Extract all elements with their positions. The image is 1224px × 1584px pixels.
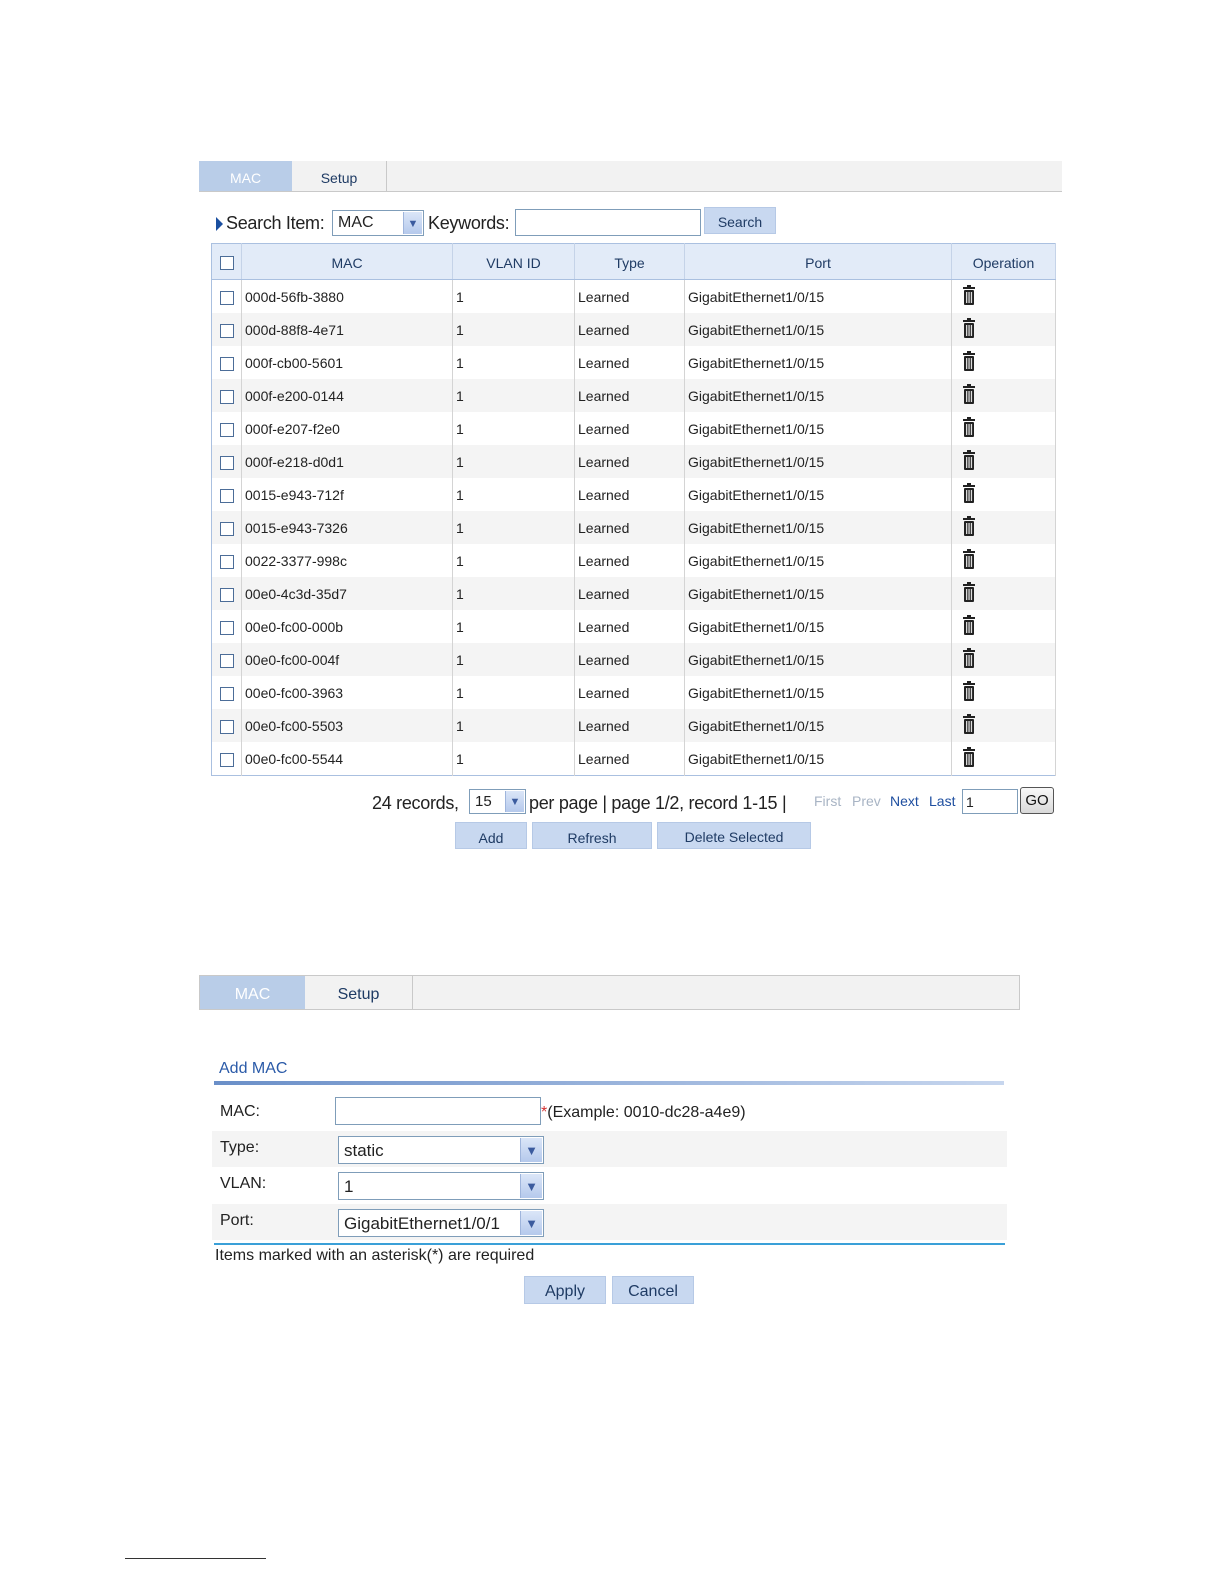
row-select-cell <box>212 544 242 577</box>
page-number-input[interactable]: 1 <box>962 789 1018 814</box>
cell-type: Learned <box>575 346 685 379</box>
trash-icon[interactable] <box>962 582 976 605</box>
cell-port: GigabitEthernet1/0/15 <box>685 643 952 676</box>
row-checkbox[interactable] <box>220 390 234 404</box>
cell-mac: 000f-e207-f2e0 <box>242 412 453 445</box>
row-checkbox[interactable] <box>220 456 234 470</box>
cell-vlan: 1 <box>453 544 575 577</box>
row-select-cell <box>212 511 242 544</box>
trash-icon[interactable] <box>962 417 976 440</box>
cell-port: GigabitEthernet1/0/15 <box>685 313 952 346</box>
vlan-select[interactable] <box>338 1172 544 1200</box>
cell-operation <box>952 445 1056 478</box>
cell-port: GigabitEthernet1/0/15 <box>685 478 952 511</box>
trash-icon[interactable] <box>962 714 976 737</box>
cell-type: Learned <box>575 478 685 511</box>
cell-type: Learned <box>575 577 685 610</box>
cell-type: Learned <box>575 379 685 412</box>
records-count: 24 records, <box>372 793 459 813</box>
per-page-value: 15 <box>475 793 492 810</box>
table-row <box>212 346 1056 379</box>
cell-port: GigabitEthernet1/0/15 <box>685 280 952 314</box>
cell-mac: 00e0-fc00-004f <box>242 643 453 676</box>
table-row <box>212 379 1056 412</box>
table-row <box>212 577 1056 610</box>
required-note: Items marked with an asterisk(*) are required <box>215 1247 535 1264</box>
trash-icon[interactable] <box>962 747 976 770</box>
tabbar-top <box>199 161 1062 192</box>
row-select-cell <box>212 478 242 511</box>
cell-mac: 000d-56fb-3880 <box>242 280 453 314</box>
row-checkbox[interactable] <box>220 753 234 767</box>
trash-icon[interactable] <box>962 450 976 473</box>
row-select-cell <box>212 742 242 776</box>
port-label: Port: <box>220 1212 254 1229</box>
cell-vlan: 1 <box>453 511 575 544</box>
cell-vlan: 1 <box>453 313 575 346</box>
keywords-label: Keywords: <box>428 213 510 233</box>
row-select-cell <box>212 709 242 742</box>
row-checkbox[interactable] <box>220 687 234 701</box>
row-checkbox[interactable] <box>220 621 234 635</box>
cell-mac: 00e0-fc00-5503 <box>242 709 453 742</box>
tab-mac[interactable]: MAC <box>200 976 305 1009</box>
chevron-down-icon[interactable]: ▼ <box>520 1174 542 1198</box>
cell-type: Learned <box>575 610 685 643</box>
row-checkbox[interactable] <box>220 291 234 305</box>
row-checkbox[interactable] <box>220 357 234 371</box>
cell-vlan: 1 <box>453 709 575 742</box>
cell-type: Learned <box>575 412 685 445</box>
cell-mac: 0022-3377-998c <box>242 544 453 577</box>
mac-hint <box>541 1104 746 1122</box>
row-select-cell <box>212 346 242 379</box>
vlan-value: 1 <box>344 1177 354 1196</box>
cell-vlan: 1 <box>453 676 575 709</box>
cell-vlan: 1 <box>453 280 575 314</box>
row-select-cell <box>212 610 242 643</box>
trash-icon[interactable] <box>962 384 976 407</box>
type-select[interactable] <box>338 1136 544 1164</box>
cell-port: GigabitEthernet1/0/15 <box>685 676 952 709</box>
cell-operation <box>952 280 1056 314</box>
row-select-cell <box>212 379 242 412</box>
col-header-mac[interactable]: MAC <box>242 244 453 280</box>
cell-vlan: 1 <box>453 742 575 776</box>
row-select-cell <box>212 280 242 314</box>
triangle-right-icon <box>216 217 223 231</box>
row-checkbox[interactable] <box>220 522 234 536</box>
table-row <box>212 478 1056 511</box>
table-body <box>212 280 1056 776</box>
chevron-down-icon[interactable]: ▼ <box>520 1138 542 1162</box>
cell-operation <box>952 676 1056 709</box>
cell-type: Learned <box>575 445 685 478</box>
cell-operation <box>952 346 1056 379</box>
mac-table <box>211 243 1056 776</box>
cell-mac: 000f-e200-0144 <box>242 379 453 412</box>
cell-mac: 0015-e943-7326 <box>242 511 453 544</box>
col-header-vlan[interactable]: VLAN ID <box>453 244 575 280</box>
mac-input[interactable] <box>335 1097 541 1125</box>
trash-icon[interactable] <box>962 483 976 506</box>
vlan-label: VLAN: <box>220 1175 267 1192</box>
cell-vlan: 1 <box>453 346 575 379</box>
cell-operation <box>952 379 1056 412</box>
cell-port: GigabitEthernet1/0/15 <box>685 709 952 742</box>
cell-vlan: 1 <box>453 379 575 412</box>
cell-vlan: 1 <box>453 643 575 676</box>
form-divider <box>214 1243 1005 1245</box>
trash-icon[interactable] <box>962 549 976 572</box>
row-select-cell <box>212 577 242 610</box>
cell-operation <box>952 742 1056 776</box>
tabbar-bottom <box>199 975 1020 1010</box>
chevron-down-icon[interactable]: ▼ <box>505 791 524 812</box>
trash-icon[interactable] <box>962 318 976 341</box>
per-page-select[interactable] <box>469 789 526 814</box>
type-value: static <box>344 1141 384 1160</box>
cell-type: Learned <box>575 313 685 346</box>
cell-type: Learned <box>575 280 685 314</box>
cell-port: GigabitEthernet1/0/15 <box>685 412 952 445</box>
cell-operation <box>952 709 1056 742</box>
table-row <box>212 610 1056 643</box>
cell-mac: 00e0-fc00-3963 <box>242 676 453 709</box>
search-item-select[interactable] <box>332 210 424 236</box>
trash-icon[interactable] <box>962 351 976 374</box>
add-button[interactable]: Add <box>455 822 527 849</box>
table-row <box>212 742 1056 776</box>
cell-port: GigabitEthernet1/0/15 <box>685 379 952 412</box>
col-header-operation: Operation <box>952 244 1056 280</box>
cell-mac: 00e0-4c3d-35d7 <box>242 577 453 610</box>
footnote-rule <box>125 1558 266 1559</box>
cell-vlan: 1 <box>453 610 575 643</box>
cell-vlan: 1 <box>453 445 575 478</box>
row-checkbox[interactable] <box>220 588 234 602</box>
cell-type: Learned <box>575 709 685 742</box>
tab-setup[interactable]: Setup <box>292 161 387 191</box>
cell-vlan: 1 <box>453 478 575 511</box>
col-header-type[interactable]: Type <box>575 244 685 280</box>
cell-vlan: 1 <box>453 412 575 445</box>
form-row-port <box>212 1204 1007 1240</box>
cell-vlan: 1 <box>453 577 575 610</box>
cell-operation <box>952 412 1056 445</box>
cell-type: Learned <box>575 544 685 577</box>
select-all-cell <box>212 244 242 280</box>
trash-icon[interactable] <box>962 648 976 671</box>
search-button[interactable]: Search <box>704 207 776 234</box>
table-row <box>212 709 1056 742</box>
cell-mac: 000f-e218-d0d1 <box>242 445 453 478</box>
trash-icon[interactable] <box>962 615 976 638</box>
section-divider <box>214 1081 1004 1085</box>
cell-type: Learned <box>575 511 685 544</box>
table-row <box>212 643 1056 676</box>
row-checkbox[interactable] <box>220 324 234 338</box>
page-info: per page | page 1/2, record 1-15 | <box>529 793 787 813</box>
row-checkbox[interactable] <box>220 423 234 437</box>
cell-operation <box>952 643 1056 676</box>
tab-setup[interactable]: Setup <box>305 976 413 1009</box>
trash-icon[interactable] <box>962 681 976 704</box>
row-select-cell <box>212 643 242 676</box>
table-row <box>212 445 1056 478</box>
section-title: Add MAC <box>219 1060 288 1077</box>
cell-operation <box>952 577 1056 610</box>
chevron-down-icon[interactable]: ▼ <box>520 1211 542 1235</box>
cell-operation <box>952 544 1056 577</box>
cell-operation <box>952 313 1056 346</box>
cell-mac: 000d-88f8-4e71 <box>242 313 453 346</box>
row-select-cell <box>212 313 242 346</box>
table-row <box>212 280 1056 314</box>
cell-port: GigabitEthernet1/0/15 <box>685 577 952 610</box>
mac-example: (Example: 0010-dc28-a4e9) <box>547 1104 746 1121</box>
trash-icon[interactable] <box>962 516 976 539</box>
row-checkbox[interactable] <box>220 489 234 503</box>
chevron-down-icon[interactable]: ▼ <box>403 212 422 234</box>
select-all-checkbox[interactable] <box>220 256 234 270</box>
cell-port: GigabitEthernet1/0/15 <box>685 544 952 577</box>
cell-mac: 0015-e943-712f <box>242 478 453 511</box>
cell-mac: 00e0-fc00-000b <box>242 610 453 643</box>
cell-port: GigabitEthernet1/0/15 <box>685 445 952 478</box>
trash-icon[interactable] <box>962 285 976 308</box>
form-row-type <box>212 1131 1007 1167</box>
port-select[interactable] <box>338 1209 544 1237</box>
pager-last-link[interactable]: Last <box>929 793 956 809</box>
cell-operation <box>952 478 1056 511</box>
cell-mac: 00e0-fc00-5544 <box>242 742 453 776</box>
cell-mac: 000f-cb00-5601 <box>242 346 453 379</box>
col-header-port[interactable]: Port <box>685 244 952 280</box>
cell-operation <box>952 610 1056 643</box>
port-value: GigabitEthernet1/0/1 <box>344 1214 500 1233</box>
type-label: Type: <box>220 1139 260 1156</box>
cell-port: GigabitEthernet1/0/15 <box>685 610 952 643</box>
table-row <box>212 676 1056 709</box>
row-checkbox[interactable] <box>220 555 234 569</box>
form-row-mac <box>212 1095 1007 1131</box>
search-item-value: MAC <box>338 214 374 231</box>
cell-operation <box>952 511 1056 544</box>
go-button[interactable]: GO <box>1020 787 1054 814</box>
cell-port: GigabitEthernet1/0/15 <box>685 346 952 379</box>
row-checkbox[interactable] <box>220 654 234 668</box>
cell-type: Learned <box>575 676 685 709</box>
table-row <box>212 313 1056 346</box>
table-row <box>212 511 1056 544</box>
cell-type: Learned <box>575 643 685 676</box>
delete-selected-button[interactable]: Delete Selected <box>657 822 811 849</box>
refresh-button[interactable]: Refresh <box>532 822 652 849</box>
table-header-row <box>212 244 1056 280</box>
form-row-vlan <box>212 1167 1007 1203</box>
keywords-input[interactable] <box>515 209 701 236</box>
cancel-button[interactable]: Cancel <box>612 1276 694 1304</box>
apply-button[interactable]: Apply <box>524 1276 606 1304</box>
pager-first-link: First <box>814 793 842 809</box>
cell-type: Learned <box>575 742 685 776</box>
mac-label: MAC: <box>220 1103 260 1120</box>
row-select-cell <box>212 412 242 445</box>
row-select-cell <box>212 676 242 709</box>
row-checkbox[interactable] <box>220 720 234 734</box>
row-select-cell <box>212 445 242 478</box>
table-row <box>212 544 1056 577</box>
cell-port: GigabitEthernet1/0/15 <box>685 742 952 776</box>
required-asterisk: * <box>541 1104 548 1121</box>
cell-port: GigabitEthernet1/0/15 <box>685 511 952 544</box>
search-item-label: Search Item: <box>226 213 325 233</box>
tab-mac[interactable]: MAC <box>199 161 292 191</box>
table-row <box>212 412 1056 445</box>
pager-next-link[interactable]: Next <box>890 793 919 809</box>
pager-prev-link: Prev <box>852 793 881 809</box>
